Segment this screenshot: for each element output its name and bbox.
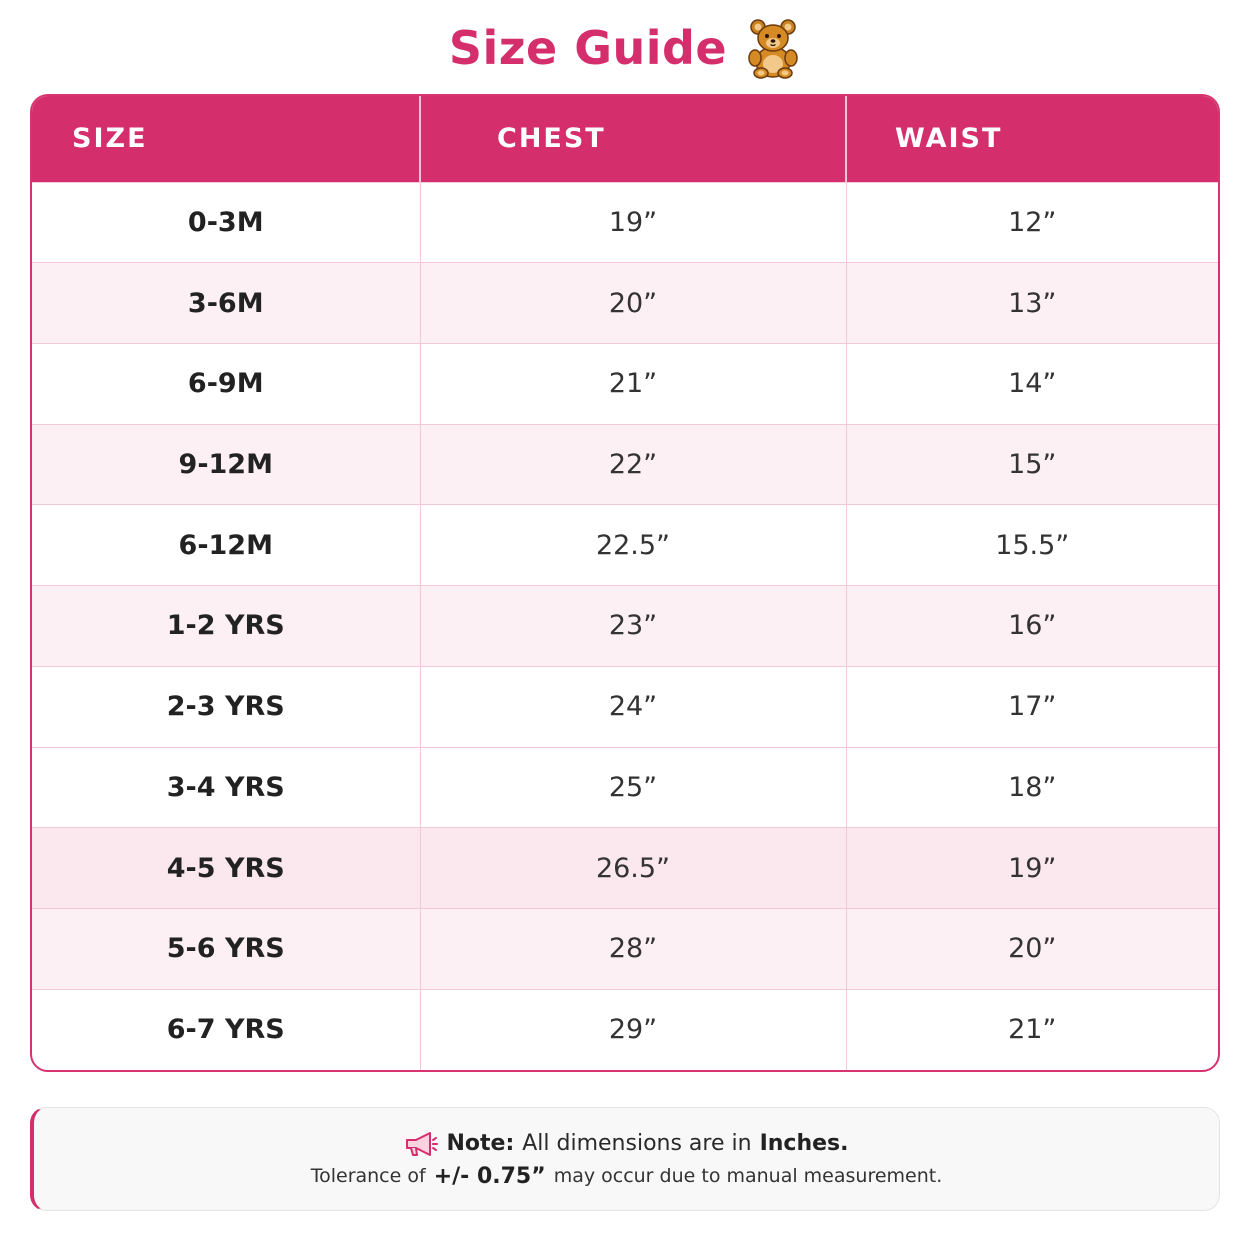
note-line-units xyxy=(404,1130,848,1158)
note-unit: Inches. xyxy=(759,1131,849,1156)
waist-cell: 15.5” xyxy=(846,505,1218,586)
waist-cell: 12” xyxy=(846,182,1218,263)
teddy-bear-icon xyxy=(741,16,805,80)
table-header-row xyxy=(32,96,1218,182)
size-cell: 1-2 YRS xyxy=(32,586,420,667)
table-row xyxy=(32,747,1218,828)
chest-cell: 29” xyxy=(420,989,846,1070)
chest-cell: 25” xyxy=(420,747,846,828)
table-row xyxy=(32,666,1218,747)
header-chest: CHEST xyxy=(420,96,846,182)
chest-cell: 23” xyxy=(420,586,846,667)
size-cell: 3-4 YRS xyxy=(32,747,420,828)
note-label: Note: xyxy=(446,1131,515,1156)
chest-cell: 22” xyxy=(420,424,846,505)
waist-cell: 16” xyxy=(846,586,1218,667)
chest-cell: 20” xyxy=(420,263,846,344)
table-row xyxy=(32,989,1218,1070)
chest-cell: 24” xyxy=(420,666,846,747)
waist-cell: 21” xyxy=(846,989,1218,1070)
table-row xyxy=(32,182,1218,263)
waist-cell: 17” xyxy=(846,666,1218,747)
table-row xyxy=(32,828,1218,909)
size-cell: 6-7 YRS xyxy=(32,989,420,1070)
size-cell: 6-12M xyxy=(32,505,420,586)
size-cell: 4-5 YRS xyxy=(32,828,420,909)
size-cell: 5-6 YRS xyxy=(32,908,420,989)
header-size: SIZE xyxy=(32,96,420,182)
header-waist: WAIST xyxy=(895,123,1003,155)
size-cell: 3-6M xyxy=(32,263,420,344)
page-title: Size Guide xyxy=(448,21,728,75)
chest-cell: 19” xyxy=(420,182,846,263)
title-row xyxy=(0,8,1254,88)
note-text: All dimensions are in xyxy=(522,1131,752,1156)
tolerance-suffix: may occur due to manual measurement. xyxy=(553,1165,943,1187)
tolerance-value: +/- 0.75” xyxy=(433,1163,546,1189)
size-cell: 6-9M xyxy=(32,343,420,424)
chest-cell: 26.5” xyxy=(420,828,846,909)
size-cell: 0-3M xyxy=(32,182,420,263)
table-row xyxy=(32,505,1218,586)
table-row xyxy=(32,424,1218,505)
size-table xyxy=(32,96,1218,1070)
table-row xyxy=(32,586,1218,667)
table-row xyxy=(32,263,1218,344)
waist-cell: 20” xyxy=(846,908,1218,989)
chest-cell: 21” xyxy=(420,343,846,424)
note-line-tolerance xyxy=(311,1164,943,1189)
waist-cell: 13” xyxy=(846,263,1218,344)
tolerance-prefix: Tolerance of xyxy=(310,1165,426,1187)
megaphone-icon xyxy=(404,1130,438,1158)
table-row xyxy=(32,908,1218,989)
chest-cell: 22.5” xyxy=(420,505,846,586)
waist-cell: 19” xyxy=(846,828,1218,909)
size-cell: 9-12M xyxy=(32,424,420,505)
note-box xyxy=(30,1107,1220,1211)
waist-cell: 18” xyxy=(846,747,1218,828)
size-cell: 2-3 YRS xyxy=(32,666,420,747)
chest-cell: 28” xyxy=(420,908,846,989)
waist-cell: 14” xyxy=(846,343,1218,424)
size-table-card xyxy=(30,94,1220,1072)
waist-cell: 15” xyxy=(846,424,1218,505)
table-row xyxy=(32,343,1218,424)
